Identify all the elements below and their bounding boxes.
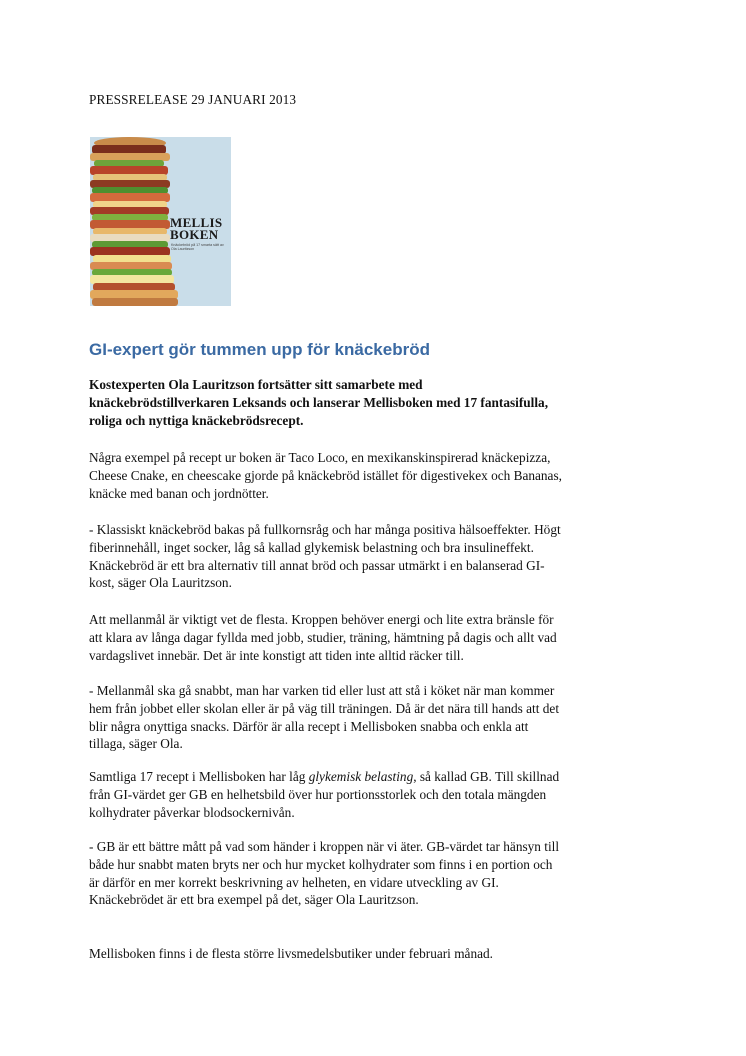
paragraph-line: - GB är ett bättre mått på vad som händer i kroppen när vi äter. GB-värdet tar hänsyn till (89, 839, 560, 854)
dateline: PRESSRELEASE 29 JANUARI 2013 (89, 92, 297, 107)
paragraph-line (89, 768, 669, 786)
paragraph-recipes (89, 449, 669, 502)
cover-subtitle: Knäckebröd på 17 smarta sätt av Ola Lauritzson (171, 243, 224, 252)
paragraph-line: Knäckebröd är ett bra alternativ till annat bröd och passar utmärkt i en balanserad GI- (89, 557, 545, 573)
quote-classic-knackebrod (89, 521, 669, 592)
paragraph-line: - Klassiskt knäckebröd bakas på fullkornsråg och har många positiva hälsoeffekter. Högt (89, 522, 561, 537)
lead-line: knäckebrödstillverkaren Leksands och lanserar Mellisboken med 17 fantasifulla, (89, 394, 549, 410)
paragraph-line: tillaga, säger Ola. (89, 736, 183, 752)
paragraph-line: fiberinnehåll, inget socker, låg så kallad glykemisk belastning och bra insulineffekt. (89, 539, 534, 555)
cover-title-line2: BOKEN (170, 227, 219, 242)
quote-gb-matt (89, 838, 669, 909)
paragraph-line: Några exempel på recept ur boken är Taco Loco, en mexikanskinspirerad knäckepizza, (89, 450, 551, 465)
lead-line: roliga och nyttiga knäckebrödsrecept. (89, 412, 304, 428)
paragraph-line: Knäckebrödet är ett bra exempel på det, säger Ola Lauritzson. (89, 892, 419, 908)
paragraph-glykemisk-belastning (89, 768, 669, 821)
text-segment: Samtliga 17 recept i Mellisboken har låg (89, 769, 309, 784)
lead-paragraph (89, 376, 669, 429)
page-title: GI-expert gör tummen upp för knäckebröd (89, 340, 430, 359)
lead-line: Kostexperten Ola Lauritzson fortsätter sitt samarbete med (89, 377, 423, 392)
paragraph-line: att klara av långa dagar fyllda med jobb, studier, träning, hämtning på dagis och allt vad (89, 629, 557, 645)
paragraph-line: vardagslivet innebär. Det är inte konstigt att tiden inte alltid räcker till. (89, 647, 464, 663)
paragraph-line: knäcke med banan och jordnötter. (89, 485, 269, 501)
paragraph-line: kost, säger Ola Lauritzson. (89, 575, 232, 591)
paragraph-line: är därför en mer korrekt beskrivning av helheten, en vidare utveckling av GI. (89, 874, 499, 890)
paragraph-line: Att mellanmål är viktigt vet de flesta. Kroppen behöver energi och lite extra bränsle för (89, 612, 554, 627)
paragraph-line: kolhydrater påverkar blodsockernivån. (89, 804, 295, 820)
paragraph-mellanmal (89, 611, 669, 664)
book-cover-image (90, 137, 231, 306)
cover-title-line1: MELLIS (170, 215, 223, 230)
paragraph-line: - Mellanmål ska gå snabbt, man har varken tid eller lust att stå i köket när man kommer (89, 683, 555, 698)
paragraph-line: Cheese Cnake, en cheescake gjorde på knäckebröd istället för digestivekex och Bananas, (89, 467, 562, 483)
text-segment: , så kallad GB. Till skillnad (413, 769, 560, 784)
paragraph-line: från GI-värdet ger GB en helhetsbild över hur portionsstorlek och den totala mängden (89, 786, 547, 802)
paragraph-line: Mellisboken finns i de flesta större livsmedelsbutiker under februari månad. (89, 946, 493, 961)
paragraph-line: hem från jobbet eller skolan eller är på väg till träningen. Då är det nära till hands att det (89, 700, 560, 716)
italic-term: glykemisk belasting (308, 769, 414, 784)
quote-mellanmal-snabbt (89, 682, 669, 753)
paragraph-line: blir några onyttiga snacks. Därför är alla recept i Mellisboken snabba och enkla att (89, 718, 529, 734)
paragraph-line: både hur snabbt maten bryts ner och hur mycket kolhydrater som finns i en portion och (89, 856, 553, 872)
cover-title (170, 217, 222, 241)
paragraph-availability (89, 945, 669, 963)
